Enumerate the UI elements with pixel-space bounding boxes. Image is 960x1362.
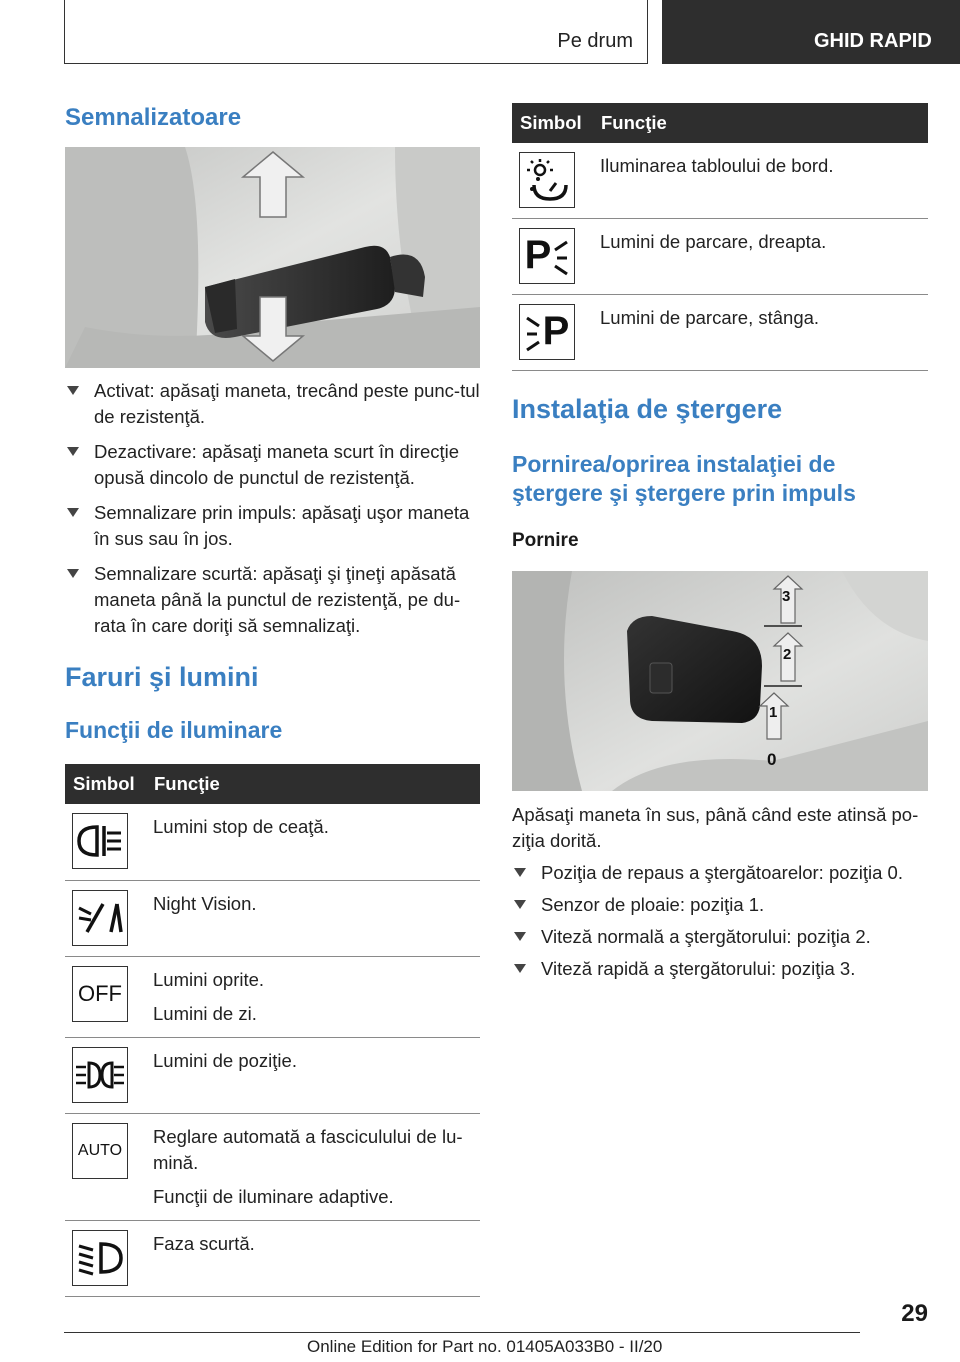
- auto-lights-icon: AUTO: [72, 1123, 128, 1179]
- triangle-bullet-icon: [67, 447, 79, 456]
- table-row: [65, 1037, 480, 1113]
- turn-signal-list: [65, 378, 480, 639]
- start-heading: Pornire: [512, 530, 579, 551]
- function-text: Lumini de zi.: [153, 1002, 257, 1024]
- header-tab-label: GHID RAPID: [814, 30, 932, 52]
- table-row: [65, 804, 480, 880]
- parking-light-right-icon: P: [519, 228, 575, 284]
- table-row: [65, 956, 480, 1037]
- table-row: [65, 1220, 480, 1296]
- triangle-bullet-icon: [514, 932, 526, 941]
- header-section: Pe drum: [557, 30, 633, 52]
- column-header-function: Funcţie: [593, 103, 928, 143]
- wiper-lever-photo: [512, 571, 928, 791]
- symbol-table-continued: [512, 103, 928, 371]
- function-text: Lumini de parcare, dreapta.: [600, 230, 827, 252]
- low-beam-icon: [72, 1230, 128, 1286]
- turn-signals-title: Semnalizatoare: [65, 104, 242, 131]
- turn-signal-lever-photo: [65, 147, 480, 368]
- function-text: Lumini de parcare, stânga.: [600, 306, 820, 328]
- lighting-functions-subtitle: Funcţii de iluminare: [65, 717, 283, 743]
- function-text: Lumini de poziţie.: [153, 1049, 297, 1071]
- header-frame: [64, 0, 648, 64]
- column-header-symbol: Simbol: [65, 764, 146, 804]
- table-row: [65, 1113, 480, 1220]
- table-row: [65, 880, 480, 956]
- function-text: Night Vision.: [153, 892, 257, 914]
- position-label-0: 0: [767, 750, 777, 769]
- position-label-3: 3: [782, 588, 791, 605]
- table-row: [512, 294, 928, 370]
- function-text: Lumini oprite.: [153, 968, 265, 990]
- header-tab: [662, 0, 960, 64]
- lights-title: Faruri şi lumini: [65, 662, 259, 692]
- list-item: Viteză rapidă a ştergătorului: poziţia 3.: [512, 956, 928, 982]
- triangle-bullet-icon: [514, 900, 526, 909]
- column-header-symbol: Simbol: [512, 103, 593, 143]
- function-text: Reglare automată a fasciculului de lu‐mină.: [153, 1125, 463, 1173]
- page-number: 29: [901, 1300, 928, 1327]
- table-row: [512, 143, 928, 218]
- triangle-bullet-icon: [67, 508, 79, 517]
- list-item: Poziţia de repaus a ştergătoarelor: poziţia 0.: [512, 860, 928, 886]
- triangle-bullet-icon: [514, 868, 526, 877]
- list-item: Semnalizare scurtă: apăsaţi şi ţineţi apăsată maneta până la punctul de rezistenţă, pe du‐rata în care doriţi să semnalizaţi.: [65, 561, 480, 639]
- night-vision-icon: [72, 890, 128, 946]
- parking-light-left-icon: P: [519, 304, 575, 360]
- rear-fog-light-icon: [72, 813, 128, 869]
- list-item: Activat: apăsaţi maneta, trecând peste punc‐tul de rezistenţă.: [65, 378, 480, 430]
- position-label-2: 2: [783, 646, 792, 663]
- triangle-bullet-icon: [514, 964, 526, 973]
- lighting-functions-table: [65, 764, 480, 1297]
- footer-divider: [64, 1332, 860, 1333]
- wipers-paragraph: Apăsaţi maneta în sus, până când este atinsă po‐ziţia dorită.: [512, 804, 919, 851]
- triangle-bullet-icon: [67, 386, 79, 395]
- list-item: Semnalizare prin impuls: apăsaţi uşor maneta în sus sau în jos.: [65, 500, 480, 552]
- table-row: [512, 218, 928, 294]
- list-item: Senzor de ploaie: poziţia 1.: [512, 892, 928, 918]
- turn-signal-lever-illustration: [65, 147, 480, 368]
- function-text: Faza scurtă.: [153, 1232, 255, 1254]
- parking-lights-icon: [72, 1047, 128, 1103]
- wiper-positions-list: [512, 860, 928, 982]
- triangle-bullet-icon: [67, 569, 79, 578]
- column-header-function: Funcţie: [146, 764, 480, 804]
- list-item: Viteză normală a ştergătorului: poziţia 2.: [512, 924, 928, 950]
- list-item: Dezactivare: apăsaţi maneta scurt în direcţie opusă dincolo de punctul de rezistenţă.: [65, 439, 480, 491]
- instrument-lighting-icon: [519, 152, 575, 208]
- function-text: Lumini stop de ceaţă.: [153, 816, 329, 837]
- position-label-1: 1: [769, 704, 778, 721]
- wipers-title: Instalaţia de ştergere: [512, 394, 783, 424]
- lights-off-icon: OFF: [72, 966, 128, 1022]
- function-text: Iluminarea tabloului de bord.: [600, 155, 834, 176]
- function-text: Funcţii de iluminare adaptive.: [153, 1185, 394, 1207]
- footer-edition: Online Edition for Part no. 01405A033B0 - II/20: [307, 1337, 663, 1356]
- wipers-subtitle: Pornirea/oprirea instalaţiei de ştergere şi ştergere prin impuls: [512, 451, 856, 506]
- wiper-lever-illustration: [512, 571, 928, 791]
